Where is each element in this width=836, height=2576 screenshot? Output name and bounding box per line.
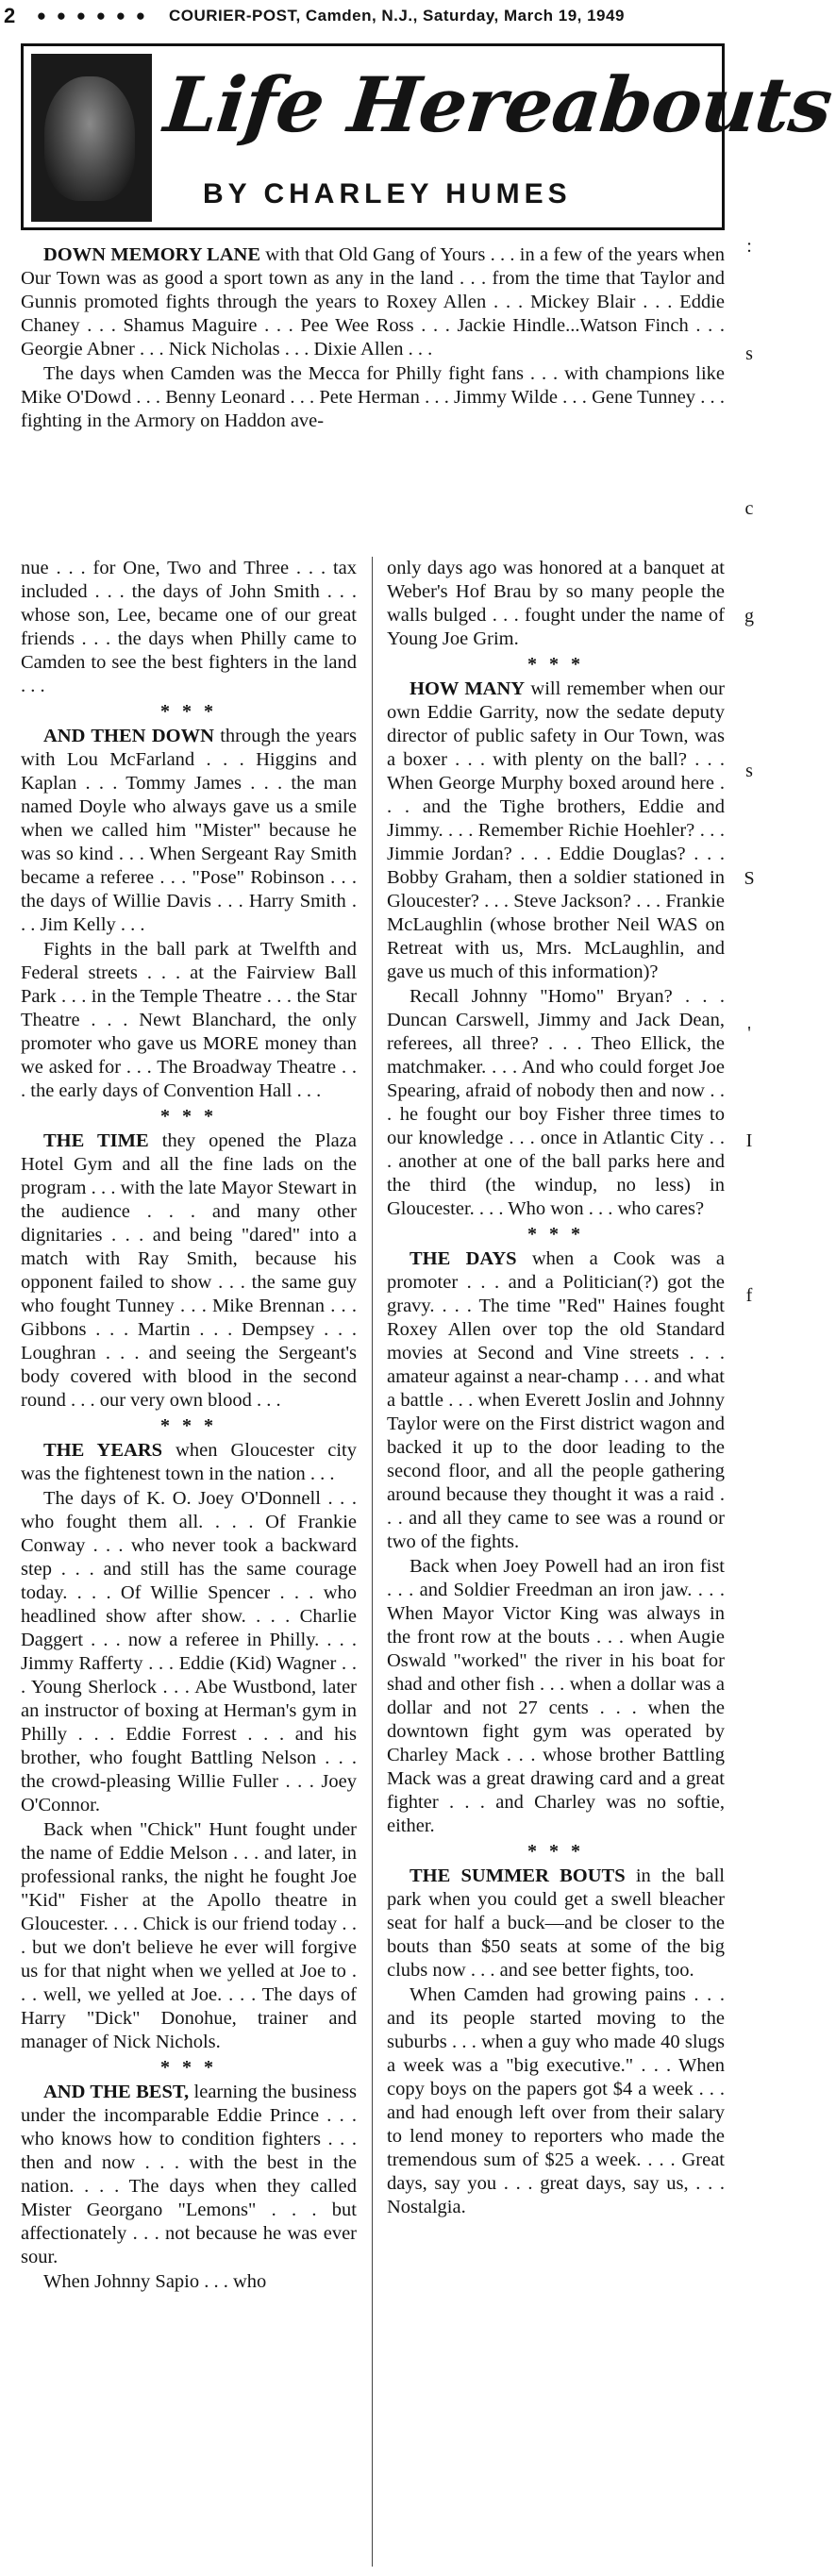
paragraph-text: in the ball park when you could get a swell bleacher seat for half a buck—and be closer to the bouts than $50 seats at some of the big clubs now . . . and see better fights, too. xyxy=(387,1865,725,1981)
paragraph-lead: THE SUMMER BOUTS xyxy=(410,1865,626,1886)
column-headline: Life Hereabouts xyxy=(160,60,836,149)
fragment-glyph: ' xyxy=(747,1023,751,1044)
adjacent-column-fragment xyxy=(744,236,755,1393)
section-separator: * * * xyxy=(160,2057,217,2078)
page-number: 2 xyxy=(4,4,16,27)
paragraph-lead: HOW MANY xyxy=(410,678,526,699)
paragraph-text: Fights in the ball park at Twelfth and Federal streets . . . at the Fairview Ball Park . . . in the Temple Theatre . . . the Star Theatre . . . Newt Blanchard, the only promoter who gave us MORE money than we asked for . . . The Broadway Theatre . . . the early days of Convention Hall . . . xyxy=(21,939,357,1101)
paragraph-text: nue . . . for One, Two and Three . . . tax included . . . the days of John Smith . . . whose son, Lee, became one of our great friends . . . the days when Philly came to Camden to see the best fighters in the land . . . xyxy=(21,558,357,696)
column-rule xyxy=(372,557,373,2567)
masthead-dots: ● ● ● ● ● ● xyxy=(36,7,148,25)
article-paragraph xyxy=(21,1439,357,1486)
columnist-portrait xyxy=(44,76,135,201)
article-paragraph xyxy=(387,1983,725,2219)
article-paragraph xyxy=(21,2270,357,2294)
fragment-glyph: s xyxy=(745,761,753,781)
article-paragraph xyxy=(387,557,725,651)
section-separator: * * * xyxy=(527,654,584,675)
article-paragraph xyxy=(21,1129,357,1413)
fragment-glyph: f xyxy=(745,1285,753,1306)
article-paragraph xyxy=(387,1865,725,1982)
article-paragraph xyxy=(387,1247,725,1554)
article-paragraph xyxy=(387,677,725,984)
paper-dateline: COURIER-POST, Camden, N.J., Saturday, March 19, 1949 xyxy=(168,7,625,25)
masthead xyxy=(0,0,755,32)
paragraph-text: The days of K. O. Joey O'Donnell . . . who fought them all. . . . Of Frankie Conway . . . who never took a backward step . . . and still has the same courage today. . . . Of Willie Spencer . . . who headlined show after show. . . . Charlie Daggert . . . now a referee in Philly. . . . Jimmy Rafferty . . . Eddie (Kid) Wagner . . . Young Sherlock . . . Abe Wustbond, later an instructor of boxing at Herman's gym in Philly . . . Eddie Forrest . . . and his brother, who fought Battling Nelson . . . the crowd-pleasing Willie Fuller . . . Joey O'Connor. xyxy=(21,1488,357,1815)
section-separator: * * * xyxy=(160,701,217,722)
right-column xyxy=(387,557,725,2220)
paragraph-lead: THE YEARS xyxy=(43,1440,163,1461)
article-paragraph xyxy=(387,985,725,1221)
paragraph-text: Back when "Chick" Hunt fought under the name of Eddie Melson . . . and later, in professional ranks, the night he fought Joe "Kid" Fisher at the Apollo theatre in Gloucester. . . . Chick is our friend today . . . but we don't believe he ever will forgive us for that night when we yelled at Joe to . . . well, we yelled at Joe. . . . The days of Harry "Dick" Donohue, trainer and manager of Nick Nichols. xyxy=(21,1819,357,2052)
article-paragraph xyxy=(21,243,725,361)
paragraph-text: only days ago was honored at a banquet at Weber's Hof Brau by so many people the walls bulged . . . fought under the name of Young Joe Grim. xyxy=(387,558,725,649)
paragraph-lead: DOWN MEMORY LANE xyxy=(43,244,260,265)
paragraph-text: Back when Joey Powell had an iron fist . . . and Soldier Freedman an iron jaw. . . . When Mayor Victor King was always in the front row at the bouts . . . when Augie Oswald "worked" the river in his boat for shad and other fish . . . when a dollar was a dollar and not 27 cents . . . when the downtown fight gym was operated by Charley Mack . . . whose brother Battling Mack was a great drawing card and a great fighter . . . and Charley was no softie, either. xyxy=(387,1556,725,1836)
fragment-glyph: S xyxy=(744,868,755,889)
paragraph-lead: AND THEN DOWN xyxy=(43,726,214,746)
paragraph-lead: AND THE BEST, xyxy=(43,2082,190,2102)
paragraph-text: learning the business under the incomparable Eddie Prince . . . who knows how to condition fighters . . . then and now . . . with the best in the nation. . . . The days when they called Mister Georgano "Lemons" . . . but affectionately . . . not because he was ever sour. xyxy=(21,2082,357,2267)
article-paragraph xyxy=(21,938,357,1103)
article-paragraph xyxy=(21,725,357,937)
paragraph-text: when a Cook was a promoter . . . and a Politician(?) got the gravy. . . . The time "Red" Haines fought Roxey Allen over top the old Standard movies at Second and Vine streets . . . amateur against a near-champ . . . and what a battle . . . when Everett Joslin and Johnny Taylor were on the First district wagon and backed it up to the door leading to the second floor, and all the people gathering around because they thought it was a raid . . . and all they came to see was a round or two of the fights. xyxy=(387,1248,726,1552)
fragment-glyph: g xyxy=(744,606,754,627)
section-separator: * * * xyxy=(160,1106,217,1127)
article-paragraph xyxy=(21,1818,357,2054)
byline: BY CHARLEY HUMES xyxy=(203,178,572,209)
fragment-glyph: I xyxy=(745,1130,753,1151)
section-separator: * * * xyxy=(527,1224,584,1245)
paragraph-lead: THE TIME xyxy=(43,1130,149,1151)
article-paragraph xyxy=(387,1555,725,1838)
paragraph-text: with that Old Gang of Yours . . . in a few of the years when Our Town was as good a sport town as any in the land . . . from the time that Taylor and Gunnis promoted fights through the years to Roxey Allen . . . Mickey Blair . . . Eddie Chaney . . . Shamus Maguire . . . Pee Wee Ross . . . Jackie Hindle...Watson Finch . . . Georgie Abner . . . Nick Nicholas . . . Dixie Allen . . . xyxy=(21,244,725,360)
drop-initial-block xyxy=(31,54,152,222)
paragraph-text: they opened the Plaza Hotel Gym and all the fine lads on the program . . . with the late Mayor Stewart in the audience . . . and many other dignitaries . . . and being "dared" into a match with Ray Smith, because his opponent failed to show . . . the same guy who fought Tunney . . . Mike Brennan . . . Gibbons . . . Martin . . . Dempsey . . . Loughran . . . and seeing the Sergeant's body covered with blood in the second round . . . our very own blood . . . xyxy=(21,1130,357,1411)
paragraph-text: When Camden had growing pains . . . and its people started moving to the suburbs . . . when a guy who made 40 slugs a week was a "big executive." . . . When copy boys on the papers got $4 a week . . . and had enough left over from their salary to lend money to reporters who made the tremendous sum of $25 a week. . . . Great days, say you . . . great days, say us, . . . Nostalgia. xyxy=(387,1984,725,2217)
paragraph-text: through the years with Lou McFarland . . . Higgins and Kaplan . . . Tommy James . . . the man named Doyle who always gave us a smile when we called him "Mister" because he was so kind . . . When Sergeant Ray Smith became a referee . . . "Pose" Robinson . . . the days of Willie Davis . . . Harry Smith . . . Jim Kelly . . . xyxy=(21,726,357,935)
intro-section xyxy=(21,243,725,434)
fragment-glyph: s xyxy=(745,343,753,364)
article-paragraph xyxy=(21,557,357,698)
section-separator: * * * xyxy=(160,1415,217,1436)
article-paragraph xyxy=(21,362,725,433)
fragment-glyph: c xyxy=(744,498,754,519)
left-column xyxy=(21,557,357,2295)
fragment-glyph: : xyxy=(746,236,752,257)
paragraph-text: When Johnny Sapio . . . who xyxy=(43,2271,267,2292)
paragraph-text: will remember when our own Eddie Garrity, now the sedate deputy director of public safety in Our Town, was a boxer . . . with plenty on the ball? . . . When George Murphy boxed around here . . . and the Tighe brothers, Eddie and Jimmy. . . . Remember Richie Hoehler? . . . Jimmie Jordan? . . . Eddie Douglas? . . . Bobby Graham, then a soldier stationed in Gloucester? . . . Steve Jackson? . . . Frankie McLaughlin (whose brother Neil WAS on Retreat with us, Mrs. McLaughlin, and gave us much of this information)? xyxy=(387,678,725,982)
column-header xyxy=(21,43,836,230)
article-paragraph xyxy=(21,1487,357,1817)
paragraph-lead: THE DAYS xyxy=(410,1248,517,1269)
article-paragraph xyxy=(21,2081,357,2269)
section-separator: * * * xyxy=(527,1841,584,1862)
paragraph-text: Recall Johnny "Homo" Bryan? . . . Duncan Carswell, Jimmy and Jack Dean, referees, all three? . . . Theo Ellick, the matchmaker. . . . And who could forget Joe Spearing, afraid of nobody then and now . . . he fought our boy Fisher three times to our knowledge . . . once in Atlantic City . . . another at one of the ball parks here and the third (the windup, no less) in Gloucester. . . . Who won . . . who cares? xyxy=(387,986,725,1219)
paragraph-text: when Gloucester city was the fightenest town in the nation . . . xyxy=(21,1440,357,1484)
paragraph-text: The days when Camden was the Mecca for Philly fight fans . . . with champions like Mike O'Dowd . . . Benny Leonard . . . Pete Herman . . . Jimmy Wilde . . . Gene Tunney . . . fighting in the Armory on Haddon ave- xyxy=(21,363,725,431)
